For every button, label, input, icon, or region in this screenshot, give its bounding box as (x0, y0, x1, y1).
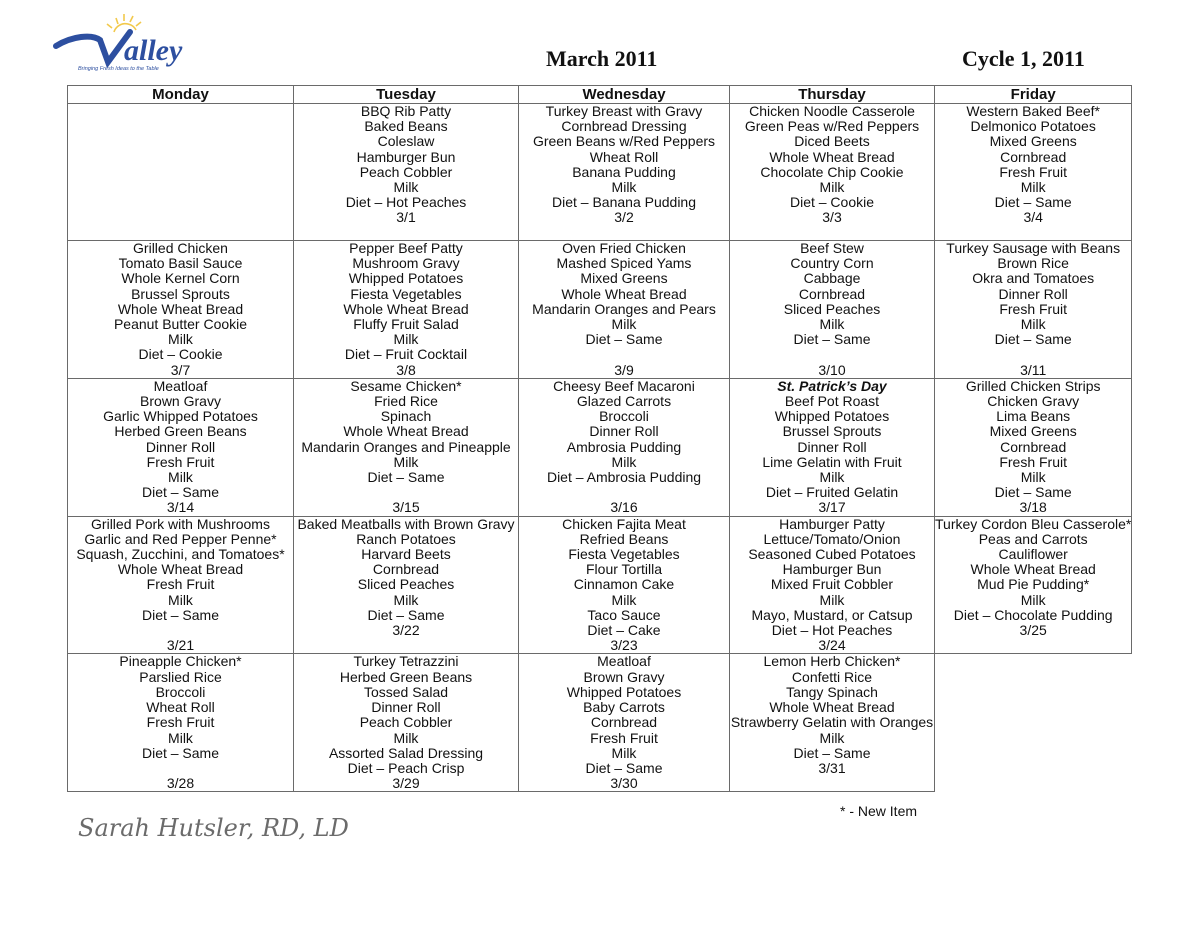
day-header-friday: Friday (935, 86, 1132, 104)
svg-text:Bringing Fresh Ideas to the Ta: Bringing Fresh Ideas to the Table (78, 66, 159, 72)
menu-item: Milk (1020, 179, 1046, 196)
menu-item: Pineapple Chicken* (119, 653, 242, 670)
menu-item: Diet – Same (994, 484, 1072, 501)
menu-item: Parslied Rice (139, 668, 222, 685)
menu-item: Brussel Sprouts (131, 285, 230, 302)
menu-item: Turkey Tetrazzini (353, 653, 459, 670)
menu-date: 3/29 (392, 775, 420, 792)
menu-item: Baby Carrots (583, 699, 665, 716)
menu-item: Herbed Green Beans (114, 423, 247, 440)
menu-item (730, 347, 934, 362)
menu-item: Mud Pie Pudding* (977, 576, 1090, 593)
day-cell-friday (935, 654, 1132, 792)
menu-item: Fried Rice (374, 393, 438, 410)
menu-item: Milk (611, 453, 637, 470)
menu-item: Milk (393, 179, 419, 196)
menu-item: Brussel Sprouts (782, 423, 882, 440)
menu-item: Cornbread (1000, 438, 1067, 455)
menu-item: Dinner Roll (145, 438, 216, 455)
menu-item: Fresh Fruit (146, 714, 215, 731)
menu-item: Spinach (380, 408, 432, 425)
day-header-row (68, 86, 1132, 104)
menu-date: 3/11 (1020, 361, 1047, 378)
menu-item: Chicken Noodle Casserole (749, 103, 915, 119)
menu-item: Strawberry Gelatin with Oranges (730, 714, 934, 731)
menu-item: Chicken Fajita Meat (562, 515, 686, 532)
menu-item: Mayo, Mustard, or Catsup (751, 606, 913, 623)
menu-item: Whole Wheat Bread (769, 148, 895, 165)
day-cell-thursday (730, 378, 935, 516)
menu-item: Tangy Spinach (786, 683, 878, 700)
menu-item: Lettuce/Tomato/Onion (763, 530, 901, 547)
menu-item: Cornbread (798, 285, 866, 302)
menu-item: Diet – Same (994, 194, 1072, 211)
menu-item: Dinner Roll (998, 285, 1068, 302)
menu-date: 3/16 (610, 499, 638, 516)
day-cell-monday (68, 654, 294, 792)
menu-date: 3/8 (396, 361, 416, 378)
day-cell-tuesday (294, 241, 519, 379)
menu-item: Lemon Herb Chicken* (763, 653, 901, 670)
dietitian-signature (74, 806, 374, 846)
menu-item: Diet – Cake (587, 622, 661, 639)
week-row (68, 516, 1132, 654)
menu-item: Cornbread (372, 561, 440, 578)
menu-date: 3/21 (166, 637, 195, 654)
menu-item: Confetti Rice (791, 668, 873, 685)
day-cell-tuesday (294, 378, 519, 516)
menu-item: Fresh Fruit (999, 453, 1068, 470)
menu-item: Wheat Roll (589, 148, 659, 165)
menu-item: Milk (168, 469, 193, 486)
menu-item: Oven Fried Chicken (562, 240, 686, 256)
menu-item: Diet – Same (994, 331, 1072, 348)
menu-item: Beef Stew (800, 240, 864, 256)
menu-item: Whole Wheat Bread (343, 300, 469, 317)
day-cell-wednesday (519, 378, 730, 516)
menu-item: Milk (1020, 591, 1046, 608)
holiday-title: St. Patrick’s Day (777, 377, 887, 394)
menu-item: Cabbage (803, 270, 861, 287)
menu-item: Pepper Beef Patty (349, 240, 463, 256)
day-header-thursday: Thursday (730, 86, 935, 104)
week-row (68, 654, 1132, 792)
menu-item: Delmonico Potatoes (970, 118, 1096, 135)
menu-item: Fresh Fruit (146, 576, 215, 593)
menu-item: Ranch Potatoes (356, 530, 456, 547)
menu-item: Diet – Same (793, 744, 871, 761)
menu-item: Sliced Peaches (783, 300, 881, 317)
menu-item: Milk (611, 316, 637, 333)
menu-item: Lima Beans (996, 408, 1071, 425)
menu-date: 3/28 (166, 775, 195, 792)
menu-item: Diet – Same (585, 759, 663, 776)
menu-item: Glazed Carrots (576, 393, 672, 410)
menu-item: Whole Wheat Bread (117, 561, 244, 578)
menu-item: Sliced Peaches (357, 576, 455, 593)
day-header-tuesday: Tuesday (294, 86, 519, 104)
menu-item: Cauliflower (998, 546, 1068, 563)
menu-item: Herbed Green Beans (339, 668, 473, 685)
menu-item: Mashed Spiced Yams (556, 255, 692, 272)
menu-item: Fiesta Vegetables (350, 285, 462, 302)
menu-item: Diet – Fruited Gelatin (765, 484, 899, 501)
menu-date: 3/15 (392, 499, 420, 516)
menu-item (68, 623, 293, 638)
menu-calendar-table (67, 85, 1132, 792)
menu-item: Diet – Same (367, 606, 445, 623)
day-cell-thursday (730, 654, 935, 792)
day-cell-wednesday (519, 241, 730, 379)
menu-item: Lime Gelatin with Fruit (762, 453, 902, 470)
menu-date: 3/3 (822, 209, 842, 226)
menu-item: Dinner Roll (797, 438, 867, 455)
menu-item: Cheesy Beef Macaroni (553, 377, 695, 394)
menu-item: Whipped Potatoes (348, 270, 464, 287)
menu-item: Whipped Potatoes (774, 408, 890, 425)
menu-item: Harvard Beets (361, 546, 451, 563)
menu-item: Cinnamon Cake (573, 576, 675, 593)
day-cell-wednesday (519, 654, 730, 792)
menu-item: Milk (168, 729, 193, 746)
menu-item: Meatloaf (597, 653, 651, 670)
menu-item: Garlic Whipped Potatoes (103, 408, 258, 425)
menu-item: Dinner Roll (589, 423, 659, 440)
menu-item: Milk (611, 179, 637, 196)
menu-cycle-title: Cycle 1, 2011 (962, 46, 1085, 71)
menu-item: Diet – Same (585, 331, 663, 348)
menu-date: 3/7 (170, 361, 191, 378)
menu-item: Grilled Pork with Mushrooms (91, 515, 270, 532)
menu-item: Diced Beets (794, 133, 870, 150)
menu-date: 3/17 (818, 499, 846, 516)
menu-item: Beef Pot Roast (784, 393, 880, 410)
menu-item: Mixed Greens (580, 270, 668, 287)
menu-item: Peas and Carrots (978, 530, 1088, 547)
menu-item: Milk (168, 591, 193, 608)
day-cell-thursday (730, 241, 935, 379)
menu-item: Dinner Roll (371, 699, 441, 716)
menu-item (935, 347, 1131, 362)
menu-item: Fresh Fruit (590, 729, 658, 746)
day-cell-monday (68, 516, 294, 654)
menu-item: Diet – Cookie (138, 346, 223, 363)
menu-item: Diet – Chocolate Pudding (953, 606, 1113, 623)
menu-date: 3/9 (614, 361, 634, 378)
menu-item: Grilled Chicken Strips (965, 377, 1101, 394)
menu-item: Garlic and Red Pepper Penne* (84, 530, 277, 547)
menu-item: Fluffy Fruit Salad (353, 316, 459, 333)
menu-item: Wheat Roll (146, 699, 215, 716)
day-cell-thursday (730, 104, 935, 241)
menu-item: Coleslaw (377, 133, 435, 150)
menu-item: Diet – Banana Pudding (552, 194, 696, 211)
menu-item: Diet – Same (367, 469, 445, 486)
menu-date: 3/31 (818, 759, 846, 776)
menu-item: Diet – Fruit Cocktail (344, 346, 468, 363)
day-cell-friday (935, 241, 1132, 379)
day-cell-friday (935, 516, 1132, 654)
menu-item: Hamburger Bun (782, 561, 882, 578)
menu-item: Fiesta Vegetables (568, 546, 680, 563)
week-row (68, 104, 1132, 241)
day-cell-monday (68, 378, 294, 516)
menu-date: 3/1 (396, 209, 416, 226)
menu-weeks (68, 104, 1132, 792)
menu-item: Taco Sauce (587, 606, 661, 623)
menu-item: Whole Wheat Bread (561, 285, 687, 302)
menu-date: 3/18 (1019, 499, 1047, 516)
day-cell-monday (68, 104, 294, 241)
menu-item: BBQ Rib Patty (360, 103, 452, 119)
menu-item: Peach Cobbler (359, 714, 453, 731)
menu-date: 3/10 (818, 361, 846, 378)
menu-item: Milk (611, 591, 637, 608)
menu-item: Mandarin Oranges and Pears (532, 300, 716, 317)
menu-date: 3/24 (818, 637, 846, 654)
menu-item: Green Beans w/Red Peppers (532, 133, 716, 150)
menu-item: Chocolate Chip Cookie (760, 163, 904, 180)
menu-item: Peanut Butter Cookie (113, 316, 248, 333)
menu-item: Diet – Hot Peaches (771, 622, 893, 639)
menu-item: Squash, Zucchini, and Tomatoes* (76, 546, 285, 563)
menu-item: Diet – Peach Crisp (347, 759, 465, 776)
day-cell-tuesday (294, 104, 519, 241)
menu-item: Whole Wheat Bread (117, 300, 244, 317)
menu-item: Whole Wheat Bread (343, 423, 469, 440)
menu-item: Mushroom Gravy (352, 255, 460, 272)
menu-item: Banana Pudding (572, 163, 676, 180)
menu-item: Broccoli (155, 683, 206, 700)
menu-item: Peach Cobbler (359, 163, 453, 180)
menu-item: Brown Gravy (583, 668, 665, 685)
day-cell-monday (68, 241, 294, 379)
menu-item: Tomato Basil Sauce (118, 255, 243, 272)
menu-item: Whole Wheat Bread (769, 699, 895, 716)
day-cell-friday (935, 378, 1132, 516)
week-row (68, 378, 1132, 516)
menu-date: 3/25 (1019, 622, 1047, 639)
menu-item: Diet – Ambrosia Pudding (546, 469, 702, 486)
day-header-monday: Monday (68, 86, 294, 104)
menu-date: 3/14 (166, 499, 195, 516)
menu-item: Tossed Salad (363, 683, 449, 700)
menu-item: Turkey Sausage with Beans (946, 240, 1121, 256)
menu-item: Milk (393, 591, 419, 608)
day-cell-wednesday (519, 104, 730, 241)
menu-item: Baked Meatballs with Brown Gravy (297, 515, 515, 532)
menu-item: Cornbread Dressing (561, 118, 687, 135)
menu-date: 3/23 (610, 637, 638, 654)
day-cell-friday (935, 104, 1132, 241)
day-cell-thursday (730, 516, 935, 654)
menu-item: Milk (819, 316, 845, 333)
menu-item (68, 761, 293, 776)
menu-item: Brown Rice (997, 255, 1069, 272)
new-item-footnote: * - New Item (840, 803, 918, 819)
menu-item: Diet – Same (793, 331, 871, 348)
menu-item: Milk (819, 729, 845, 746)
menu-item (519, 485, 729, 500)
menu-item: Mixed Fruit Cobbler (770, 576, 894, 593)
menu-item: Cornbread (590, 714, 658, 731)
menu-date: 3/30 (610, 775, 638, 792)
menu-item: Milk (1020, 316, 1046, 333)
menu-item: Fresh Fruit (999, 300, 1068, 317)
menu-item: Cornbread (1000, 148, 1067, 165)
menu-item: Diet – Same (141, 606, 220, 623)
menu-item: Diet – Cookie (789, 194, 875, 211)
menu-item: Ambrosia Pudding (566, 438, 682, 455)
menu-item (519, 347, 729, 362)
day-cell-wednesday (519, 516, 730, 654)
day-header-wednesday: Wednesday (519, 86, 730, 104)
menu-item: Baked Beans (364, 118, 448, 135)
menu-item: Mandarin Oranges and Pineapple (301, 438, 511, 455)
svg-text:alley: alley (124, 34, 183, 67)
menu-item: Milk (393, 729, 419, 746)
menu-item: Chicken Gravy (987, 393, 1080, 410)
menu-item: Fresh Fruit (146, 453, 215, 470)
menu-item: Country Corn (790, 255, 874, 272)
menu-date: 3/4 (1023, 209, 1043, 226)
menu-item: Western Baked Beef* (966, 103, 1100, 119)
menu-item: Fresh Fruit (999, 163, 1068, 180)
menu-item: Milk (819, 469, 845, 486)
menu-item: Diet – Same (141, 744, 220, 761)
day-cell-tuesday (294, 516, 519, 654)
menu-item: Green Peas w/Red Peppers (744, 118, 920, 135)
week-row (68, 241, 1132, 379)
menu-item: Milk (611, 744, 637, 761)
menu-date: 3/22 (392, 622, 420, 639)
menu-item: Hamburger Patty (779, 515, 885, 532)
menu-item: Meatloaf (153, 377, 208, 394)
menu-item: Milk (168, 331, 193, 348)
menu-item: Diet – Hot Peaches (345, 194, 467, 211)
menu-item: Milk (819, 591, 845, 608)
menu-item: Refried Beans (579, 530, 669, 547)
menu-item: Hamburger Bun (356, 148, 456, 165)
menu-item: Milk (393, 453, 419, 470)
menu-item: Broccoli (599, 408, 649, 425)
menu-item: Sesame Chicken* (350, 377, 462, 394)
menu-item: Milk (393, 331, 419, 348)
menu-item: Milk (819, 179, 845, 196)
menu-item: Turkey Cordon Bleu Casserole* (935, 515, 1132, 532)
menu-item: Whole Wheat Bread (970, 561, 1096, 578)
menu-item (294, 485, 518, 500)
menu-item: Mixed Greens (989, 133, 1077, 150)
svg-text:Sarah Hutsler, RD, LD: Sarah Hutsler, RD, LD (78, 814, 349, 842)
menu-item: Turkey Breast with Gravy (545, 103, 703, 119)
menu-item: Whole Kernel Corn (121, 270, 240, 287)
valley-logo (52, 10, 212, 74)
day-cell-tuesday (294, 654, 519, 792)
menu-item: Grilled Chicken (133, 240, 228, 256)
menu-month-title: March 2011 (546, 46, 658, 71)
menu-item: Whipped Potatoes (566, 683, 682, 700)
menu-item: Seasoned Cubed Potatoes (748, 546, 916, 563)
menu-item: Assorted Salad Dressing (328, 744, 484, 761)
menu-item: Diet – Same (141, 484, 220, 501)
menu-item: Mixed Greens (989, 423, 1077, 440)
menu-item: Flour Tortilla (586, 561, 662, 578)
menu-item: Brown Gravy (140, 393, 221, 410)
menu-item: Okra and Tomatoes (972, 270, 1095, 287)
menu-date: 3/2 (614, 209, 634, 226)
menu-item: Milk (1020, 469, 1046, 486)
